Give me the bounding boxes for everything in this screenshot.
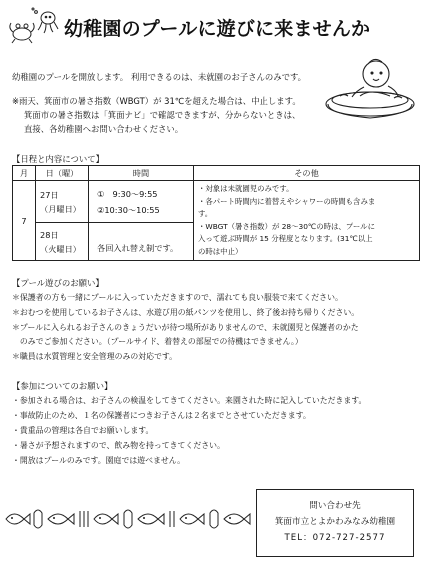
time-cell [89,181,194,223]
other-cell [194,181,420,261]
participation-item: ・事故防止のため、１名の保護者につきお子さんは２名までとさせていただきます。 [12,411,311,420]
participation-item: ・開放はプールのみです。園庭では遊べません。 [12,456,186,465]
table-row [13,181,420,223]
notice-line-3: 直接、各幼稚園へお問い合わせください。 [24,124,184,134]
schedule-header-row [13,166,420,181]
time-slot-1: ① 9:30～9:55 [97,188,158,199]
contact-box [256,489,414,557]
schedule-table [12,165,420,261]
month-cell: 7 [13,181,36,261]
date-cell [36,181,89,223]
other-line: ・各パート時間内に着替えやシャワーの時間も含みま [198,196,376,206]
notice-line-1: ※雨天、箕面市の暑さ指数（WBGT）が 31℃を超えた場合は、中止します。 [12,96,301,106]
notice-line-2: 箕面市の暑さ指数は「箕面ナビ」で確認できますが、分からないときは、 [24,110,301,120]
contact-name: 箕面市立とよかわみなみ幼稚園 [274,517,396,527]
contact-tel: TEL：072-727-2577 [284,533,386,543]
page-title: 幼稚園のプールに遊びに来ませんか [64,18,371,40]
participation-item: ・参加される場合は、お子さんの検温をしてきてください。来園された時に記入していただきます。 [12,396,367,405]
pool-rule-item: ＊職員は水質管理と安全管理のみの対応です。 [12,352,178,361]
schedule-heading: 【日程と内容について】 [12,154,104,164]
date-cell [36,223,89,261]
participation-item: ・貴重品の管理は各自でお願いします。 [12,426,154,435]
participation-heading: 【参加についてのお願い】 [12,381,113,391]
date-value: 27日 [40,189,59,200]
other-line: ・WBGT（暑さ指数）が 28～30℃の時は、プールに [198,221,375,231]
intro-text: 幼稚園のプールを開放します。 利用できるのは、未就園のお子さんのみです。 [12,72,307,82]
day-value: （火曜日） [40,243,81,254]
baby-pool-illustration [320,56,418,122]
pool-rule-item: のみでご参加ください。（プールサイド、着替えの部屋での待機はできません。） [12,337,303,346]
other-line: 入って遊ぶ時間が 15 分程度となります。(31℃以上 [198,234,373,243]
time-slot-2: ②10:30～10:55 [97,204,160,215]
other-line: の時は中止） [198,246,243,256]
pool-rules-heading: 【プール遊びのお願い】 [12,278,104,288]
other-line: す。 [198,209,213,218]
date-value: 28日 [40,229,59,240]
contact-label: 問い合わせ先 [309,501,361,511]
swap-note: 各回入れ替え制です。 [89,223,194,261]
fish-decoration-border [4,503,252,533]
pool-rule-item: ＊保護者の方も一緒にプールに入っていただきますので、濡れても良い服装で来てください。 [12,293,343,302]
pool-rule-item: ＊プールに入られるお子さんのきょうだいが待つ場所がありませんので、未就園児と保護者のかた [12,323,359,332]
pool-rule-item: ＊おむつを使用しているお子さんは、水遊び用の紙パンツを使用し、終了後お持ち帰りください。 [12,308,360,317]
day-value: （月曜日） [40,203,81,214]
other-line: ・対象は未就園児のみです。 [198,184,294,193]
col-other: その他 [194,166,420,181]
col-month: 月 [13,166,36,181]
col-date: 日（曜） [36,166,89,181]
col-time: 時間 [89,166,194,181]
participation-item: ・暑さが予想されますので、飲み物を持ってきてください。 [12,441,225,450]
sea-creatures-illustration [6,6,60,46]
